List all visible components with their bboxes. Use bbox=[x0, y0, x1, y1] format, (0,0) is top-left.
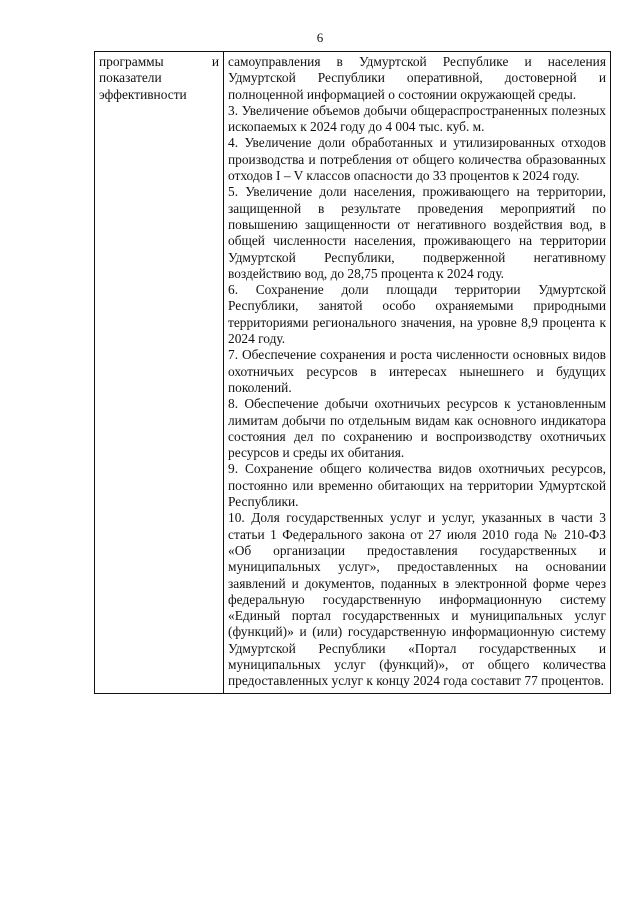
paragraph-indicator-10: 10. Доля государственных услуг и услуг, указанных в части 3 статьи 1 Федерального закона от 27 июля 2010 года № 210-ФЗ «Об организации предоставления государственных и муниципальных услуг», предоставленных на основании заявлений и документов, поданных в электронной форме через федеральную государственную информационную систему «Единый портал государственных и муниципальных услуг (функций)» и (или) государственную информационную систему Удмуртской Республики «Портал государственных и муниципальных услуг (функций)», от общего количества предоставленных услуг к концу 2024 года составит 77 процентов. bbox=[228, 510, 606, 689]
paragraph-indicator-5: 5. Увеличение доли населения, проживающего на территории, защищенной в результате проведения мероприятий по повышению защищенности от негативного воздействия вод, в общей численности населения, проживающего на территории Удмуртской Республики, подверженной негативному воздействию вод, до 28,75 процента к 2024 году. bbox=[228, 184, 606, 281]
paragraph-indicator-9: 9. Сохранение общего количества видов охотничьих ресурсов, постоянно или временно обитающих на территории Удмуртской Республики. bbox=[228, 461, 606, 510]
row-label-word-programs: программы bbox=[99, 54, 164, 69]
row-label bbox=[99, 54, 219, 103]
row-label-cell bbox=[95, 52, 224, 694]
page-number: 6 bbox=[316, 30, 324, 45]
document-table bbox=[94, 51, 611, 694]
paragraph-continuation: самоуправления в Удмуртской Республике и населения Удмуртской Республики оперативной, достоверной и полноценной информацией о состоянии окружающей среды. bbox=[228, 54, 606, 102]
row-content-cell bbox=[224, 52, 611, 694]
paragraph-indicator-4: 4. Увеличение доли обработанных и утилизированных отходов производства и потребления от общего количества образованных отходов I – V классов опасности до 33 процентов к 2024 году. bbox=[228, 135, 606, 184]
paragraph-indicator-3: 3. Увеличение объемов добычи общераспространенных полезных ископаемых к 2024 году до 4 004 тыс. куб. м. bbox=[228, 102, 606, 135]
paragraph-indicator-8: 8. Обеспечение добычи охотничьих ресурсов к установленным лимитам добычи по отдельным видам как основного индикатора состояния дел по сохранению и воспроизводству охотничьих ресурсов и среды их обитания. bbox=[228, 396, 606, 461]
paragraph-indicator-6: 6. Сохранение доли площади территории Удмуртской Республики, занятой особо охраняемыми природными территориями регионального значения, на уровне 8,9 процента к 2024 году. bbox=[228, 282, 606, 347]
paragraph-indicator-7: 7. Обеспечение сохранения и роста численности основных видов охотничьих ресурсов в интересах нынешнего и будущих поколений. bbox=[228, 347, 606, 395]
table-row bbox=[95, 52, 611, 694]
row-label-line-3: эффективности bbox=[99, 86, 187, 102]
row-label-line-1 bbox=[99, 54, 219, 70]
row-label-word-and: и bbox=[211, 54, 219, 69]
row-label-line-2: показатели bbox=[99, 70, 162, 86]
